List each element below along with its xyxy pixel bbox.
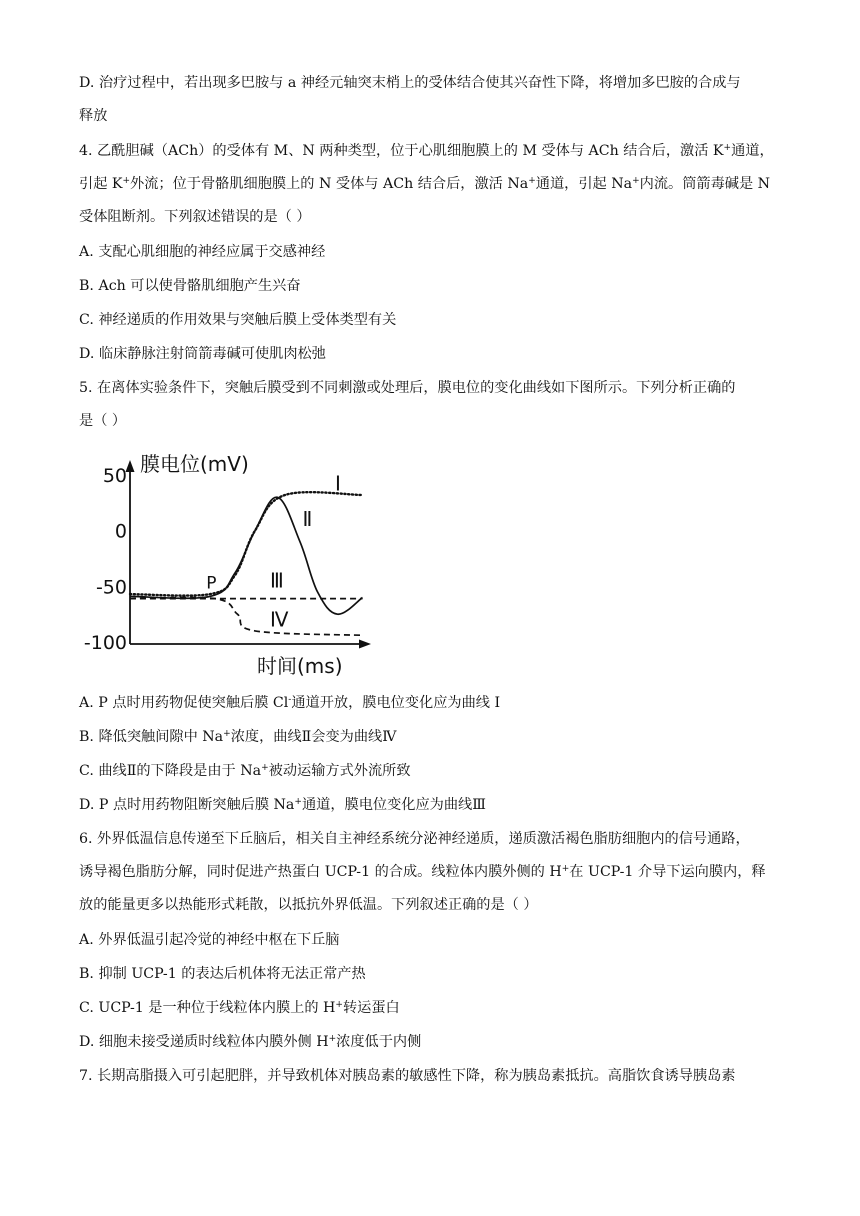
q4-stem-line3: 受体阻断剂。下列叙述错误的是（ ） xyxy=(79,209,311,225)
q6-stem-line2: 诱导褐色脂肪分解，同时促进产热蛋白 UCP-1 的合成。线粒体内膜外侧的 H+在 UCP-1 介导下运向膜内，释 xyxy=(79,864,766,880)
curve-label-2: Ⅱ xyxy=(302,507,313,532)
q4-stem-line1: 4. 乙酰胆碱（ACh）的受体有 M、N 两种类型，位于心肌细胞膜上的 M 受体与 ACh 结合后，激活 K+通道， xyxy=(79,143,774,159)
curve-4 xyxy=(130,597,363,635)
curve-label-3: Ⅲ xyxy=(270,568,284,593)
x-axis-arrow xyxy=(359,640,371,649)
y-tick-label: -100 xyxy=(83,632,127,654)
q4-option-d: D. 临床静脉注射筒箭毒碱可使肌肉松弛 xyxy=(79,346,326,362)
q6-stem-line3: 放的能量更多以热能形式耗散，以抵抗外界低温。下列叙述正确的是（ ） xyxy=(79,897,538,913)
q6-option-a: A. 外界低温引起冷觉的神经中枢在下丘脑 xyxy=(79,932,340,948)
q6-option-d: D. 细胞未接受递质时线粒体内膜外侧 H+浓度低于内侧 xyxy=(79,1034,422,1050)
q6-stem-line1: 6. 外界低温信息传递至下丘脑后，相关自主神经系统分泌神经递质，递质激活褐色脂肪细胞内的信号通路， xyxy=(79,831,750,847)
membrane-potential-chart xyxy=(80,450,380,682)
x-axis-label: 时间(ms) xyxy=(257,654,343,678)
q6-option-b: B. 抑制 UCP-1 的表达后机体将无法正常产热 xyxy=(79,966,366,982)
q5-option-c: C. 曲线Ⅱ的下降段是由于 Na+被动运输方式外流所致 xyxy=(79,763,411,779)
curve-label-1: I xyxy=(335,471,341,496)
y-tick-label: 0 xyxy=(114,520,127,543)
q4-stem-line2: 引起 K+外流；位于骨骼肌细胞膜上的 N 受体与 ACh 结合后，激活 Na+通道，引起 Na+内流。筒箭毒碱是 N xyxy=(79,176,771,192)
q4-option-b: B. Ach 可以使骨骼肌细胞产生兴奋 xyxy=(79,278,301,294)
y-tick-label: -50 xyxy=(95,576,127,599)
q6-option-c: C. UCP-1 是一种位于线粒体内膜上的 H+转运蛋白 xyxy=(79,1000,400,1016)
curve-1 xyxy=(130,492,363,595)
q4-option-c: C. 神经递质的作用效果与突触后膜上受体类型有关 xyxy=(79,312,397,328)
q5-stem-line2: 是（ ） xyxy=(79,413,127,429)
y-tick-labels xyxy=(84,465,127,654)
curve-2 xyxy=(130,497,363,614)
q5-option-b: B. 降低突触间隙中 Na+浓度，曲线Ⅱ会变为曲线Ⅳ xyxy=(79,729,397,745)
q3-option-d-line2: 释放 xyxy=(79,108,108,124)
q5-stem-line1: 5. 在离体实验条件下，突触后膜受到不同刺激或处理后，膜电位的变化曲线如下图所示。下列分析正确的 xyxy=(79,380,736,396)
q3-option-d-line1: D. 治疗过程中，若出现多巴胺与 a 神经元轴突末梢上的受体结合使其兴奋性下降，将增加多巴胺的合成与 xyxy=(79,75,741,91)
q4-option-a: A. 支配心肌细胞的神经应属于交感神经 xyxy=(79,244,326,260)
curves xyxy=(130,492,363,635)
q5-option-d: D. P 点时用药物阻断突触后膜 Na+通道，膜电位变化应为曲线Ⅲ xyxy=(79,797,486,813)
q5-option-a: A. P 点时用药物促使突触后膜 Cl-通道开放，膜电位变化应为曲线 I xyxy=(79,695,501,711)
y-axis-label: 膜电位(mV) xyxy=(140,452,249,476)
y-tick-label: 50 xyxy=(102,465,127,487)
q7-stem-line1: 7. 长期高脂摄入可引起肥胖，并导致机体对胰岛素的敏感性下降，称为胰岛素抵抗。高脂饮食诱导胰岛素 xyxy=(79,1068,736,1084)
point-p-label: P xyxy=(206,573,217,594)
curve-label-4: Ⅳ xyxy=(270,607,289,632)
